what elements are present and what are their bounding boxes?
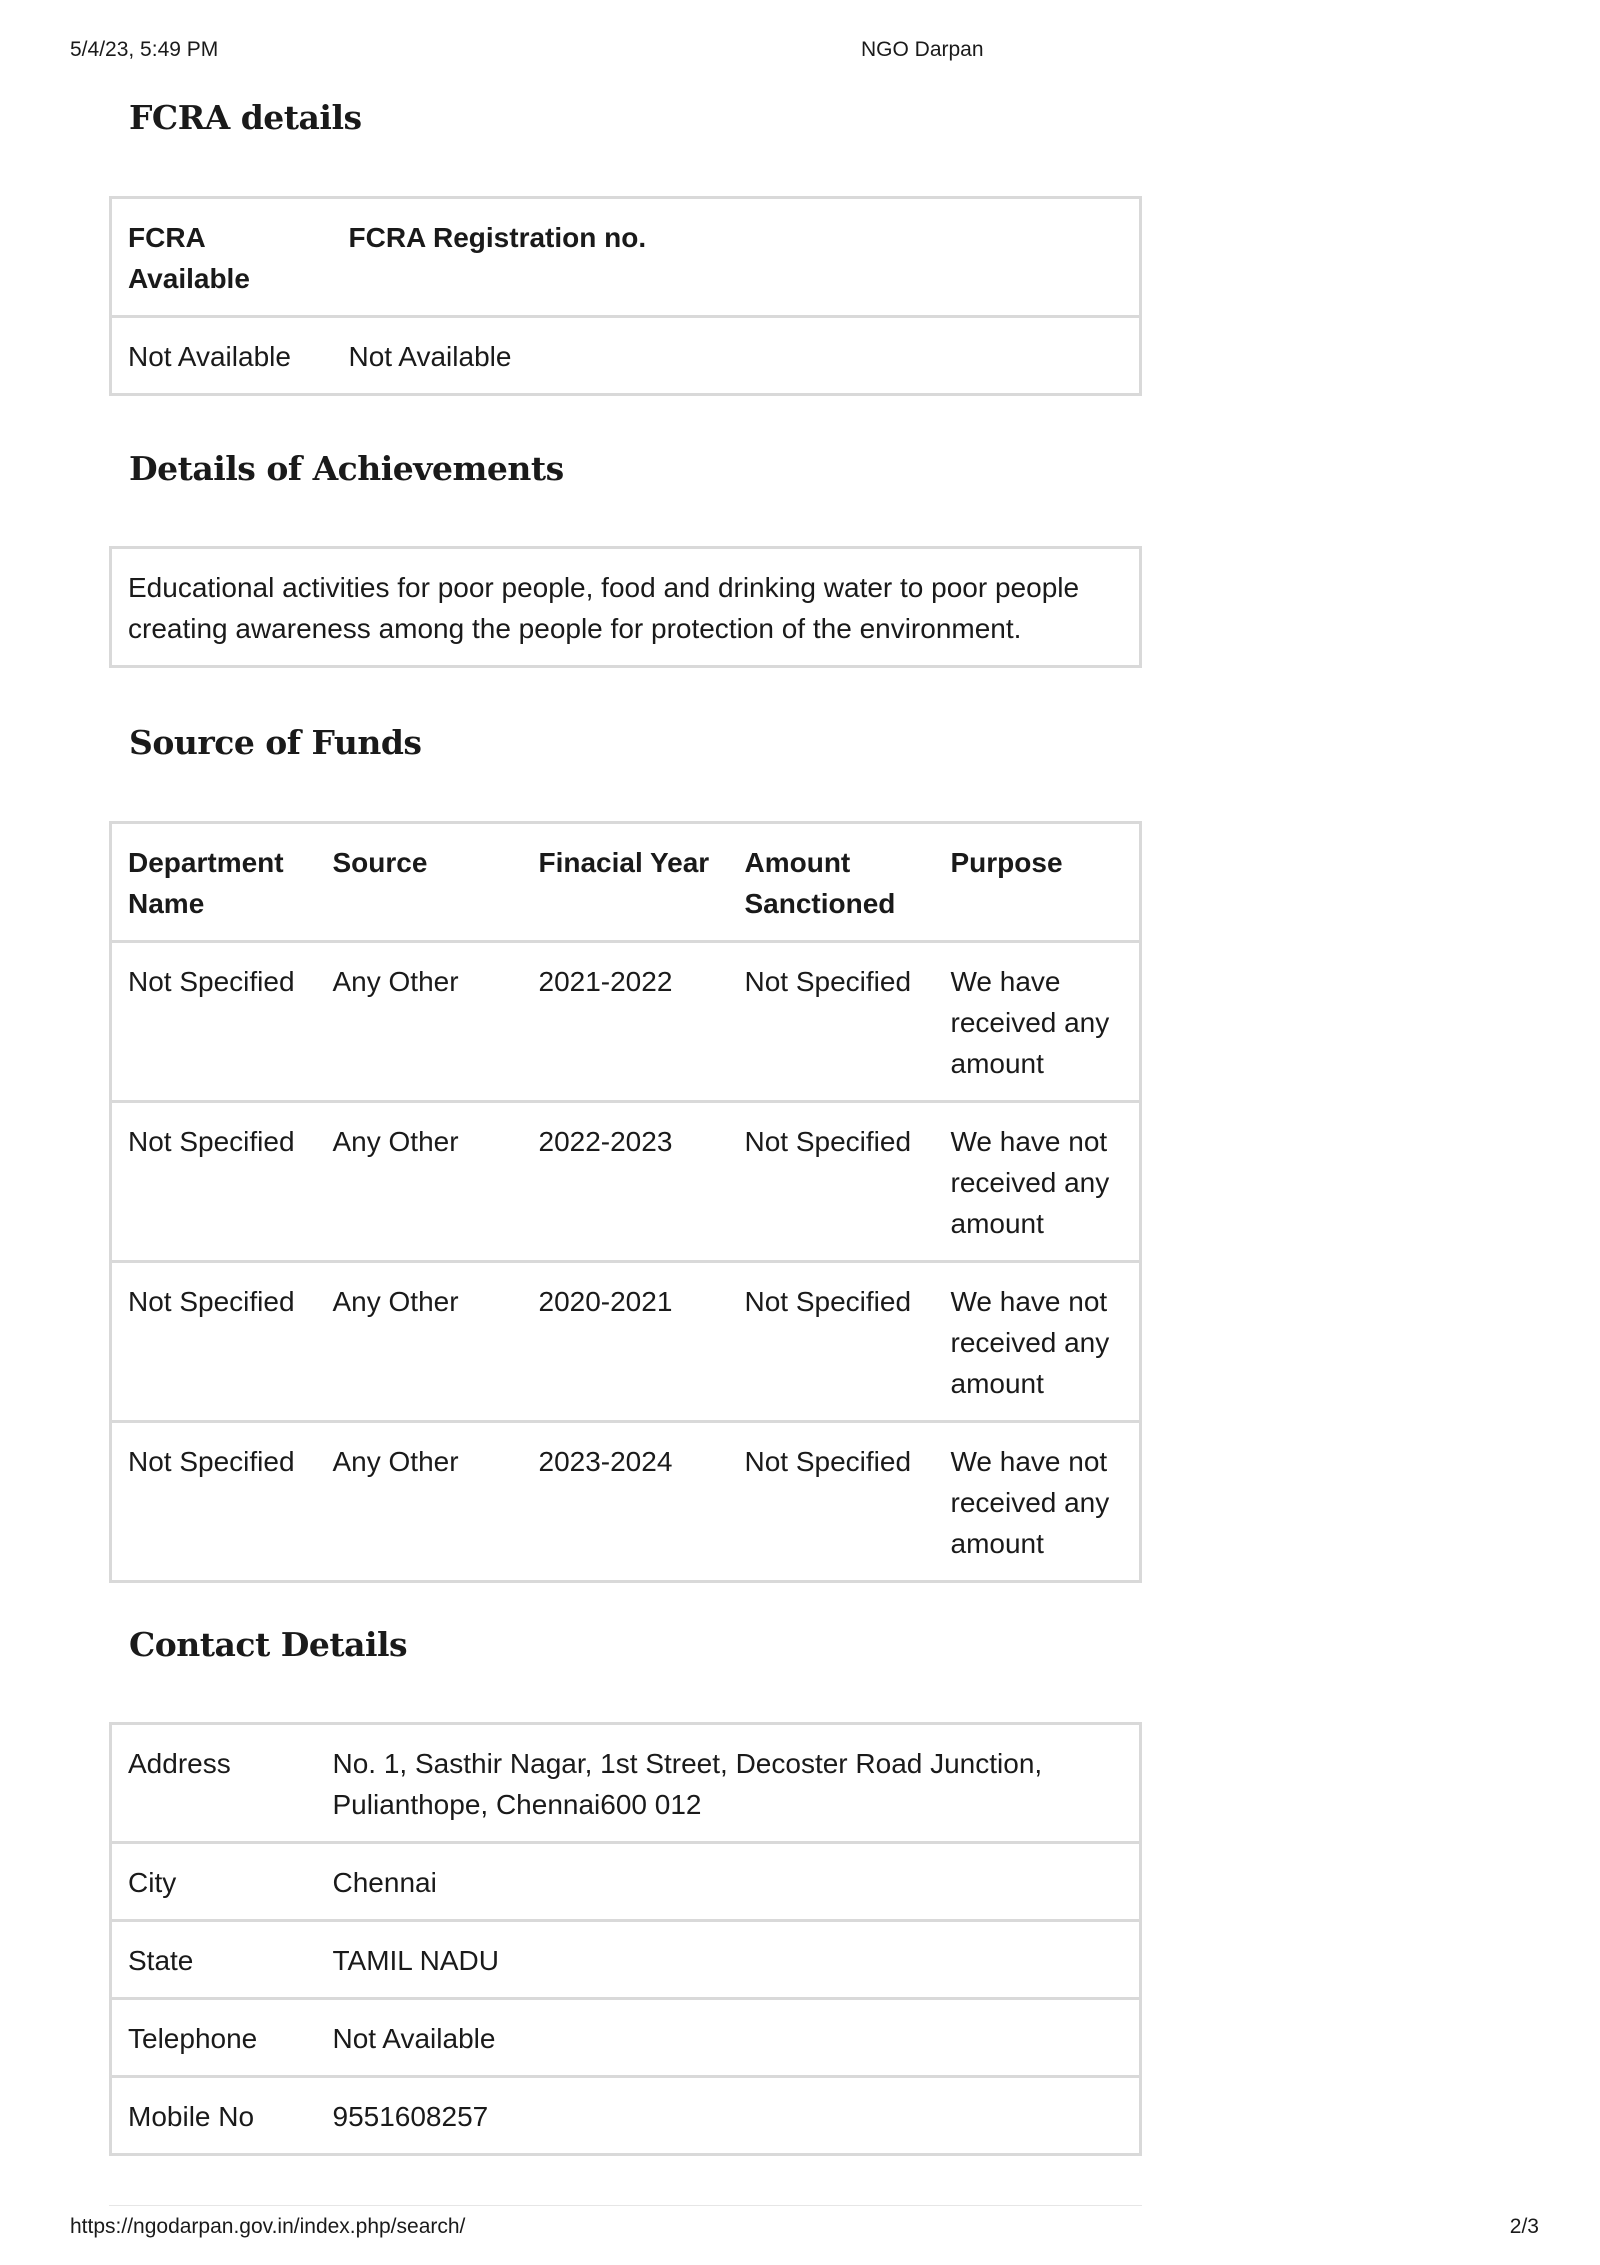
table-cell: 2022-2023 (523, 1102, 729, 1262)
print-url: https://ngodarpan.gov.in/index.php/search/ (70, 2215, 466, 2238)
contact-value: Not Available (317, 1999, 1141, 2077)
page-number: 2/3 (1509, 2215, 1539, 2238)
contact-value: No. 1, Sasthir Nagar, 1st Street, Decoster Road Junction, Pulianthope, Chennai600 012 (317, 1724, 1141, 1843)
table-cell: 2020-2021 (523, 1262, 729, 1422)
print-date: 5/4/23, 5:49 PM (70, 38, 219, 61)
table-cell: Not Specified (729, 1262, 935, 1422)
print-title: NGO Darpan (861, 38, 984, 61)
achievements-section-title: Details of Achievements (129, 449, 564, 488)
table-cell: Not Specified (729, 1102, 935, 1262)
fcra-table (109, 196, 1142, 396)
table-cell: Not Specified (111, 942, 317, 1102)
table-cell: Not Specified (128, 1446, 295, 1477)
table-row (111, 1724, 1141, 1843)
contact-label: City (111, 1843, 317, 1921)
fcra-section-title: FCRA details (129, 98, 362, 137)
table-row (111, 317, 1141, 395)
contact-value: 9551608257 (332, 2101, 489, 2132)
table-row (111, 1102, 1141, 1262)
column-header: Purpose (935, 823, 1141, 942)
contact-label: Telephone (111, 1999, 317, 2077)
table-cell: Any Other (317, 1102, 523, 1262)
table-cell: Not Available (348, 341, 512, 372)
table-row (111, 1843, 1141, 1921)
table-row (111, 2077, 1141, 2155)
table-cell: Any Other (317, 1262, 523, 1422)
column-header: FCRA Available (111, 198, 333, 317)
table-cell: Any Other (332, 1446, 459, 1477)
table-cell: Not Specified (111, 1102, 317, 1262)
funds-table (109, 821, 1142, 1583)
contact-value: TAMIL NADU (317, 1921, 1141, 1999)
column-header: FCRA Registration no. (333, 198, 1141, 317)
achievements-text: Educational activities for poor people, food and drinking water to poor people creating awareness among the people for protection of the environment. (109, 546, 1142, 668)
contact-value: Chennai (317, 1843, 1141, 1921)
table-cell: Not Specified (729, 942, 935, 1102)
table-cell: We have received any amount (935, 942, 1141, 1102)
contact-table (109, 1722, 1142, 2156)
column-header: Source (317, 823, 523, 942)
table-header-row (111, 823, 1141, 942)
column-header: Department Name (111, 823, 317, 942)
table-cell: Not Available (128, 341, 291, 372)
table-cell: We have not received any amount (935, 1262, 1141, 1422)
table-cell: 2023-2024 (538, 1446, 673, 1477)
table-row (111, 1422, 1141, 1582)
print-footer (0, 2215, 1600, 2245)
contact-label: Address (111, 1724, 317, 1843)
table-cell: Any Other (317, 942, 523, 1102)
contact-label: Mobile No (128, 2101, 255, 2132)
column-header: Amount Sanctioned (729, 823, 935, 942)
contact-section-title: Contact Details (129, 1625, 408, 1664)
print-header (0, 38, 1600, 68)
table-cell: Not Specified (744, 1446, 912, 1477)
table-cell: 2021-2022 (523, 942, 729, 1102)
table-cell: We have not received any amount (950, 1446, 1110, 1559)
table-row (111, 942, 1141, 1102)
table-row (111, 1921, 1141, 1999)
table-row (111, 1262, 1141, 1422)
contact-label: State (111, 1921, 317, 1999)
footer-divider (109, 2205, 1142, 2206)
funds-section-title: Source of Funds (129, 723, 422, 762)
table-row (111, 1999, 1141, 2077)
column-header: Finacial Year (523, 823, 729, 942)
table-cell: We have not received any amount (935, 1102, 1141, 1262)
table-header-row (111, 198, 1141, 317)
table-cell: Not Specified (111, 1262, 317, 1422)
